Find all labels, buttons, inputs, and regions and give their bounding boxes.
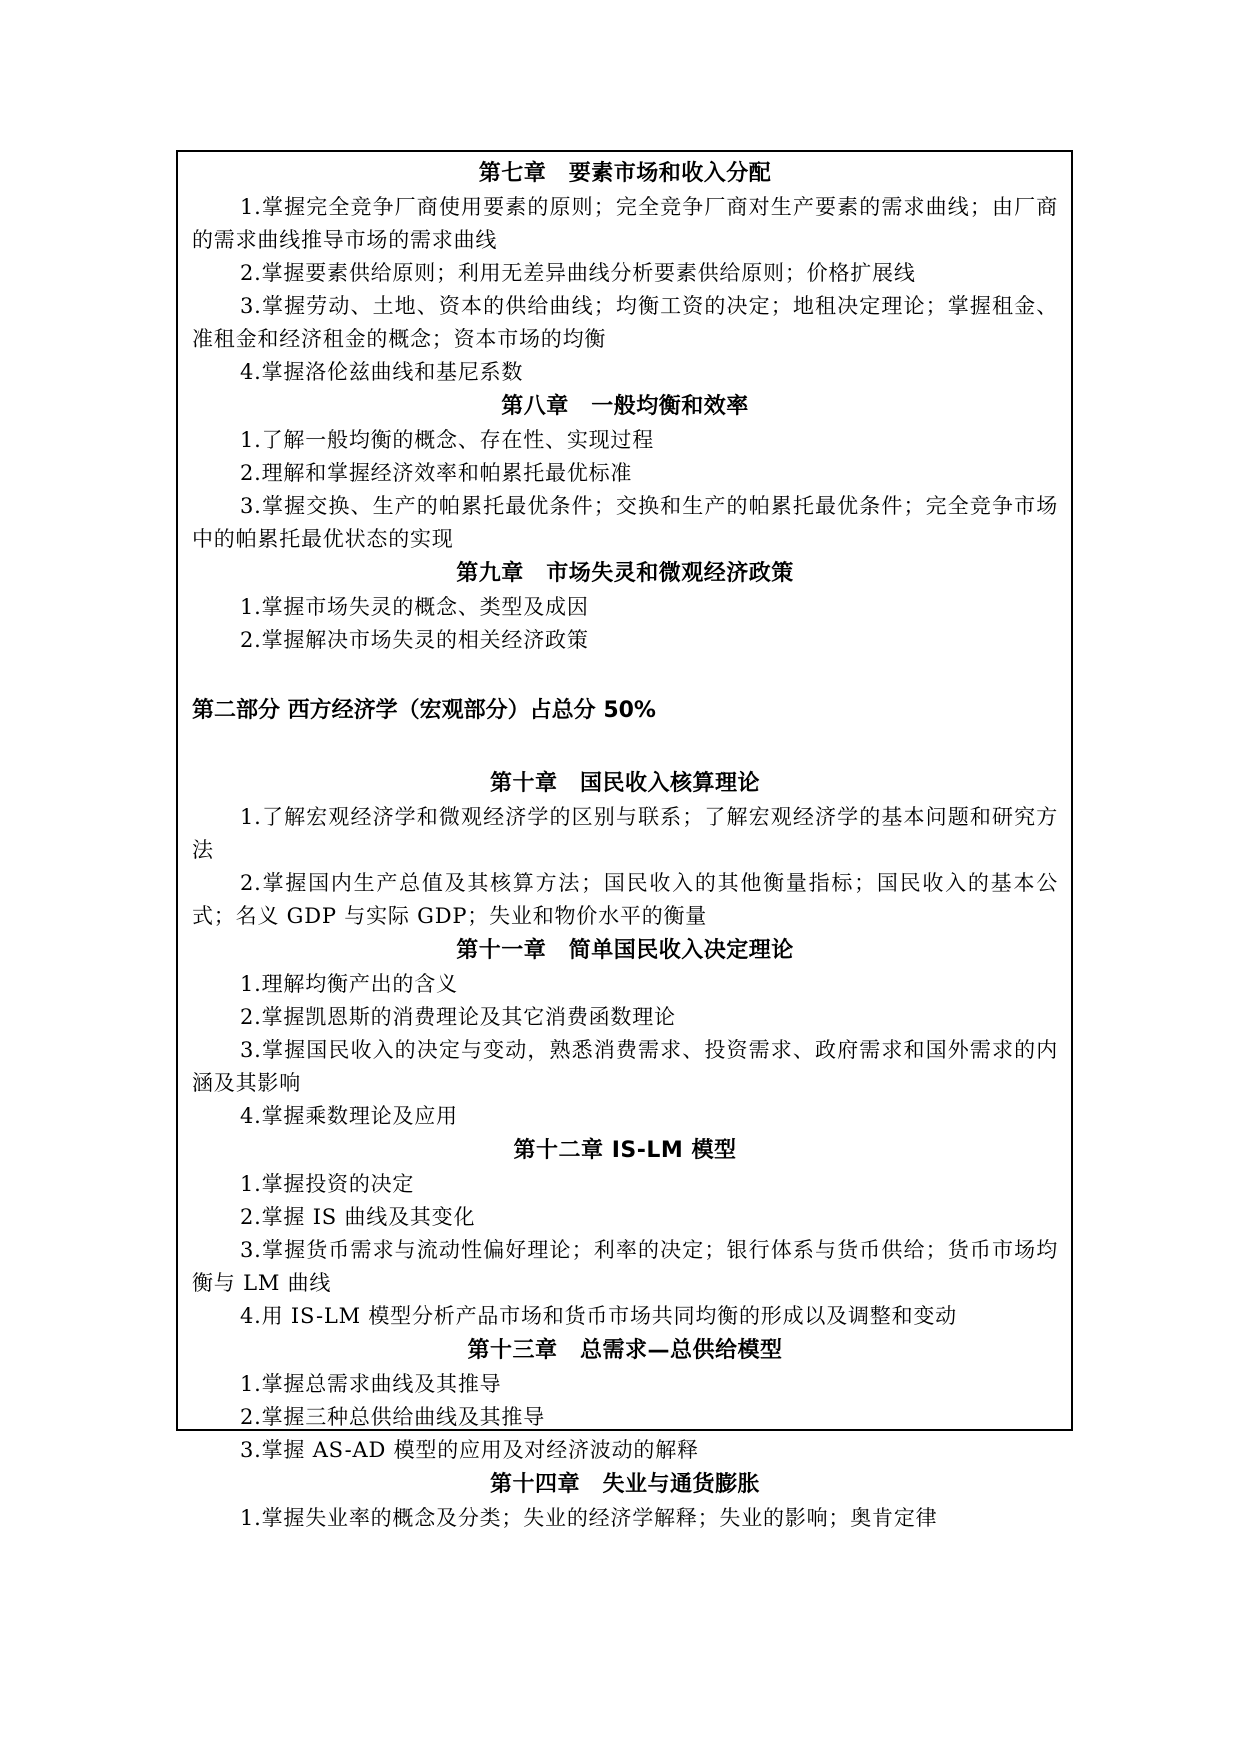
chapter-item: 1.了解宏观经济学和微观经济学的区别与联系；了解宏观经济学的基本问题和研究方法 (192, 805, 1058, 862)
chapter-item: 1.掌握总需求曲线及其推导 (240, 1372, 502, 1396)
chapter-item: 3.掌握货币需求与流动性偏好理论；利率的决定；银行体系与货币供给；货币市场均衡与 LM 曲线 (192, 1238, 1058, 1295)
chapter-title: 第十章 国民收入核算理论 (489, 771, 760, 796)
chapter-section (192, 933, 1058, 1133)
chapter-item: 1.掌握失业率的概念及分类；失业的经济学解释；失业的影响；奥肯定律 (240, 1506, 938, 1530)
chapter-title: 第十二章 IS-LM 模型 (513, 1138, 737, 1163)
chapter-item: 2.掌握要素供给原则；利用无差异曲线分析要素供给原则；价格扩展线 (240, 261, 916, 285)
chapter-item: 2.理解和掌握经济效率和帕累托最优标准 (240, 461, 633, 485)
chapter-item: 4.掌握洛伦兹曲线和基尼系数 (240, 360, 524, 384)
chapter-title: 第九章 市场失灵和微观经济政策 (456, 561, 794, 586)
chapter-section (192, 389, 1058, 556)
chapter-section (192, 1333, 1058, 1467)
chapter-item: 2.掌握 IS 曲线及其变化 (240, 1205, 476, 1229)
chapter-section (192, 766, 1058, 933)
spacer (192, 728, 1058, 766)
chapter-item: 1.理解均衡产出的含义 (240, 972, 458, 996)
chapter-item: 3.掌握劳动、土地、资本的供给曲线；均衡工资的决定；地租决定理论；掌握租金、准租金和经济租金的概念；资本市场的均衡 (192, 294, 1058, 351)
chapter-title: 第七章 要素市场和收入分配 (478, 161, 772, 186)
chapter-title: 第八章 一般均衡和效率 (501, 394, 749, 419)
chapter-title: 第十三章 总需求—总供给模型 (467, 1338, 783, 1363)
chapter-item: 1.了解一般均衡的概念、存在性、实现过程 (240, 428, 655, 452)
chapter-title: 第十一章 简单国民收入决定理论 (456, 938, 794, 963)
chapter-title: 第十四章 失业与通货膨胀 (489, 1472, 760, 1497)
chapter-item: 1.掌握市场失灵的概念、类型及成因 (240, 595, 589, 619)
chapter-item: 4.掌握乘数理论及应用 (240, 1104, 458, 1128)
chapter-item: 2.掌握三种总供给曲线及其推导 (240, 1405, 546, 1429)
chapter-item: 1.掌握投资的决定 (240, 1172, 415, 1196)
chapter-item: 2.掌握国内生产总值及其核算方法；国民收入的其他衡量指标；国民收入的基本公式；名义 GDP 与实际 GDP；失业和物价水平的衡量 (192, 871, 1058, 928)
chapter-section (192, 1133, 1058, 1333)
chapter-item: 2.掌握凯恩斯的消费理论及其它消费函数理论 (240, 1005, 676, 1029)
chapter-section (192, 556, 1058, 657)
chapter-section (192, 1467, 1058, 1535)
spacer (192, 657, 1058, 693)
part-heading: 第二部分 西方经济学（宏观部分）占总分 50% (192, 698, 656, 723)
chapter-item: 4.用 IS-LM 模型分析产品市场和货币市场共同均衡的形成以及调整和变动 (240, 1304, 957, 1328)
chapter-item: 3.掌握国民收入的决定与变动，熟悉消费需求、投资需求、政府需求和国外需求的内涵及其影响 (192, 1038, 1058, 1095)
chapter-item: 3.掌握 AS-AD 模型的应用及对经济波动的解释 (240, 1438, 699, 1462)
chapter-item: 2.掌握解决市场失灵的相关经济政策 (240, 628, 589, 652)
chapter-section (192, 156, 1058, 389)
chapter-item: 1.掌握完全竞争厂商使用要素的原则；完全竞争厂商对生产要素的需求曲线；由厂商的需求曲线推导市场的需求曲线 (192, 195, 1058, 252)
chapter-item: 3.掌握交换、生产的帕累托最优条件；交换和生产的帕累托最优条件；完全竞争市场中的帕累托最优状态的实现 (192, 494, 1058, 551)
syllabus-table-cell (176, 150, 1073, 1530)
